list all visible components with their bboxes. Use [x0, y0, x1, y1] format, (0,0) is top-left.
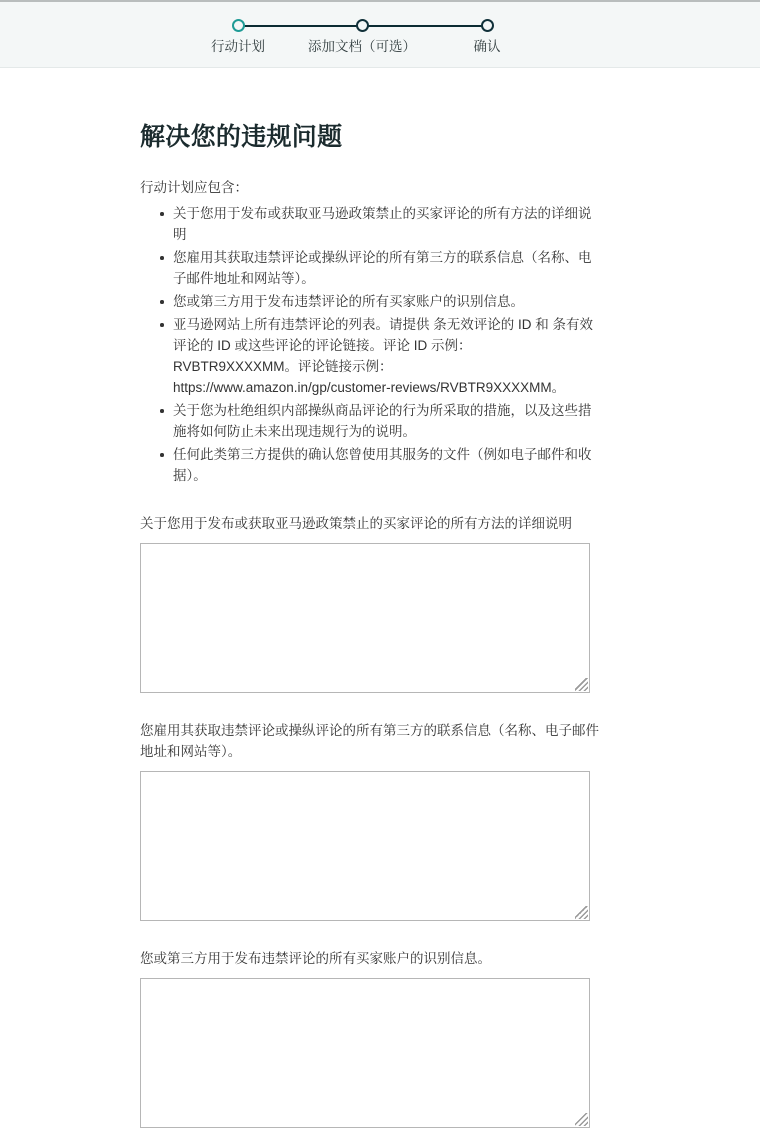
progress-stepper	[197, 2, 527, 67]
stepper-step-confirm[interactable]	[427, 2, 547, 55]
stepper-step-label: 确认	[473, 39, 501, 54]
stepper-step-add-documents[interactable]	[302, 2, 422, 55]
methods-description-textarea[interactable]	[140, 543, 590, 693]
stepper-step-action-plan[interactable]	[178, 2, 298, 55]
textarea-wrapper	[140, 978, 590, 1128]
list-item: 关于您为杜绝组织内部操纵商品评论的行为所采取的措施，以及这些措施将如何防止未来出现违规行为的说明。	[160, 400, 600, 442]
field-methods-description	[140, 513, 600, 693]
field-label: 您或第三方用于发布违禁评论的所有买家账户的识别信息。	[140, 951, 491, 966]
requirements-list	[140, 203, 600, 486]
main-content	[0, 117, 600, 1128]
stepper-header	[0, 0, 760, 68]
field-third-party-contacts	[140, 720, 600, 921]
textarea-wrapper	[140, 543, 590, 693]
stepper-step-label: 添加文档（可选）	[308, 39, 416, 54]
field-label: 您雇用其获取违禁评论或操纵评论的所有第三方的联系信息（名称、电子邮件地址和网站等）。	[140, 723, 599, 759]
list-item: 关于您用于发布或获取亚马逊政策禁止的买家评论的所有方法的详细说明	[160, 203, 600, 245]
step-dot-icon[interactable]	[481, 19, 494, 32]
list-item: 亚马逊网站上所有违禁评论的列表。请提供 条无效评论的 ID 和 条有效评论的 ID 或这些评论的评论链接。评论 ID 示例： RVBTR9XXXXMM。评论链接示例：https://www.amazon.in/gp/customer-reviews/RVBTR9XXXXMM。	[160, 314, 600, 398]
step-dot-icon[interactable]	[356, 19, 369, 32]
buyer-accounts-identification-textarea[interactable]	[140, 978, 590, 1128]
textarea-wrapper	[140, 771, 590, 921]
list-item: 您雇用其获取违禁评论或操纵评论的所有第三方的联系信息（名称、电子邮件地址和网站等）。	[160, 247, 600, 289]
list-item: 任何此类第三方提供的确认您曾使用其服务的文件（例如电子邮件和收据）。	[160, 444, 600, 486]
page-title: 解决您的违规问题	[140, 123, 343, 151]
field-buyer-accounts-identification	[140, 948, 600, 1128]
intro-text: 行动计划应包含：	[140, 180, 248, 195]
third-party-contacts-textarea[interactable]	[140, 771, 590, 921]
list-item: 您或第三方用于发布违禁评论的所有买家账户的识别信息。	[160, 291, 600, 312]
step-dot-icon[interactable]	[232, 19, 245, 32]
stepper-step-label: 行动计划	[211, 39, 265, 54]
field-label: 关于您用于发布或获取亚马逊政策禁止的买家评论的所有方法的详细说明	[140, 516, 572, 531]
